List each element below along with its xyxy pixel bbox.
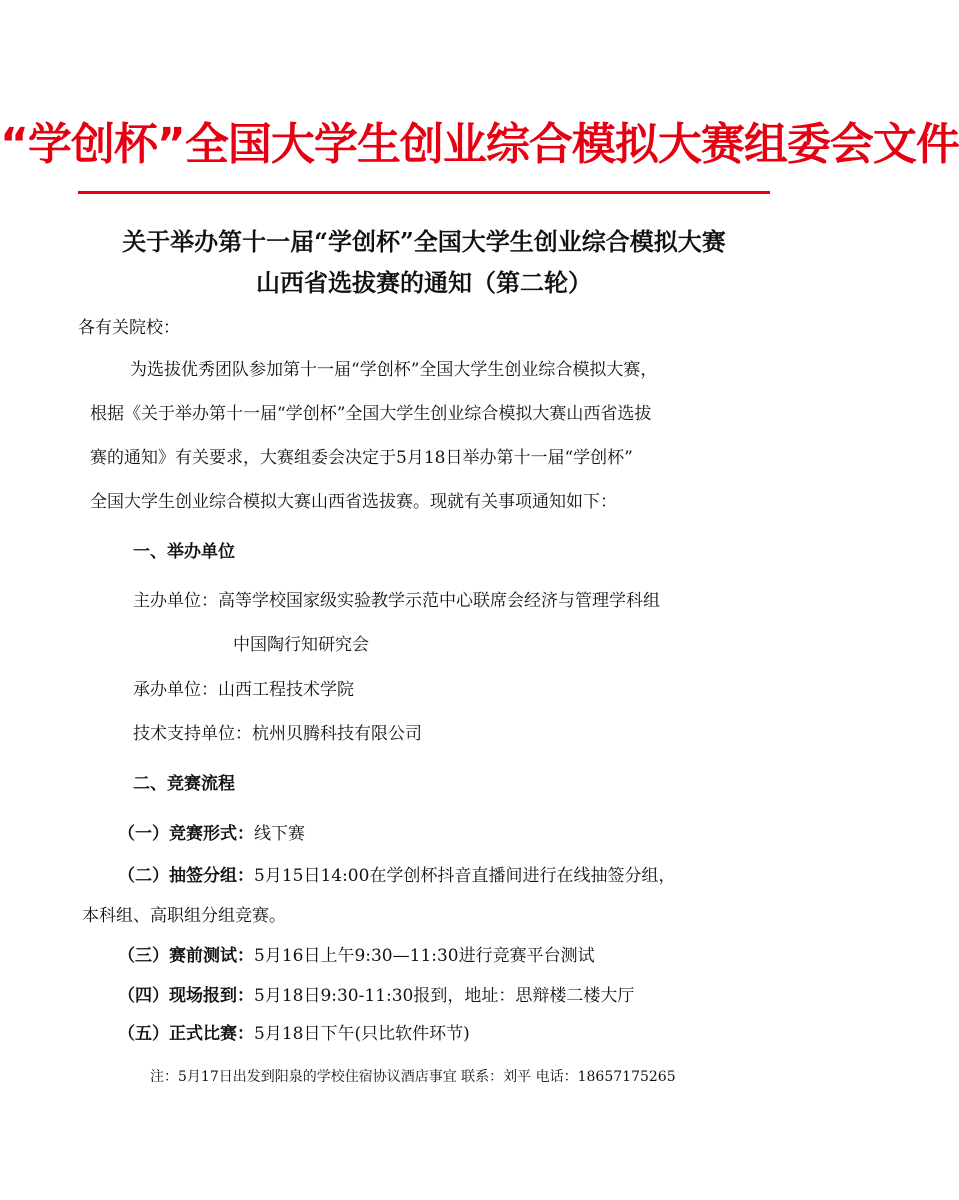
- process-label-draw: （二）抽签分组：: [118, 866, 254, 886]
- host-value-2: 中国陶行知研究会: [233, 635, 369, 655]
- host-label: 主办单位：: [133, 591, 218, 611]
- organizer-label: 承办单位：: [133, 680, 218, 700]
- intro-line-1: 为选拔优秀团队参加第十一届“学创杯”全国大学生创业综合模拟大赛，: [130, 360, 658, 380]
- tech-support-label: 技术支持单位：: [133, 724, 252, 744]
- process-item-draw: [118, 864, 675, 888]
- process-text-final: 5月18日下午(只比软件环节): [254, 1024, 470, 1044]
- process-text-pretest: 5月16日上午9:30—11:30进行竞赛平台测试: [254, 946, 595, 966]
- process-text-checkin: 5月18日9:30-11:30报到，地址：思辩楼二楼大厅: [254, 986, 635, 1006]
- process-text-draw: 5月15日14:00在学创杯抖音直播间进行在线抽签分组，: [254, 866, 676, 886]
- footnote: 注：5月17日出发到阳泉的学校住宿协议酒店事宜 联系：刘平 电话：18657175265: [150, 1069, 676, 1085]
- process-label-format: （一）竞赛形式：: [118, 824, 254, 844]
- salutation: 各有关院校：: [78, 318, 180, 338]
- notice-title-line-2: 山西省选拔赛的通知（第二轮）: [256, 268, 592, 297]
- tech-support-value: 杭州贝腾科技有限公司: [252, 724, 422, 744]
- process-item-final: [118, 1022, 470, 1046]
- section-heading-process: 二、竞赛流程: [133, 774, 235, 794]
- process-item-pretest: [118, 944, 595, 968]
- host-value: 高等学校国家级实验教学示范中心联席会经济与管理学科组: [218, 591, 660, 611]
- process-item-format: [118, 822, 305, 846]
- tech-support-row: [133, 722, 422, 746]
- organizer-value: 山西工程技术学院: [218, 680, 354, 700]
- organizer-row: [133, 678, 354, 702]
- document-masthead: “学创杯”全国大学生创业综合模拟大赛组委会文件: [0, 119, 959, 170]
- notice-title-line-1: 关于举办第十一届“学创杯”全国大学生创业综合模拟大赛: [122, 227, 726, 256]
- process-label-checkin: （四）现场报到：: [118, 986, 254, 1006]
- intro-line-2: 根据《关于举办第十一届“学创杯”全国大学生创业综合模拟大赛山西省选拔: [90, 404, 652, 424]
- masthead-divider: [78, 191, 770, 194]
- process-text-format: 线下赛: [254, 824, 305, 844]
- process-item-checkin: [118, 984, 634, 1008]
- process-label-pretest: （三）赛前测试：: [118, 946, 254, 966]
- section-heading-organizers: 一、举办单位: [133, 542, 235, 562]
- process-text-draw-continued: 本科组、高职组分组竞赛。: [82, 906, 286, 926]
- process-label-final: （五）正式比赛：: [118, 1024, 254, 1044]
- intro-line-4: 全国大学生创业综合模拟大赛山西省选拔赛。现就有关事项通知如下：: [90, 492, 617, 512]
- intro-line-3: 赛的通知》有关要求，大赛组委会决定于5月18日举办第十一届“学创杯”: [90, 448, 633, 468]
- host-row: [133, 589, 660, 613]
